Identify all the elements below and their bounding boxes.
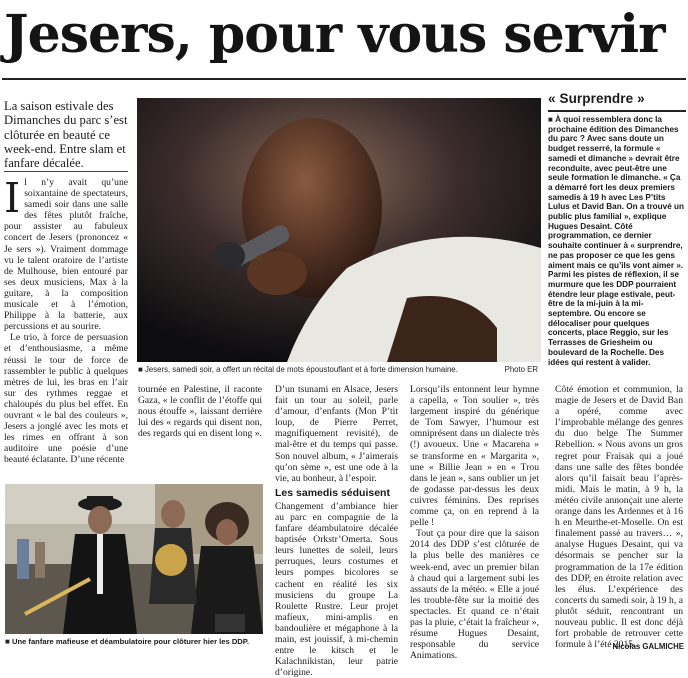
- singer-illustration: [137, 98, 541, 362]
- headline: Jesers, pour vous servir: [4, 4, 665, 65]
- paragraph: Côté émotion et communion, la magie de Jesers et de David Ban a opéré, comme avec l’improbable mélange des genres du duo belge The Summer Rebellion. « Nous avons un gros regret pour Fraisak qui a joué dans une salle des fêtes bondée alors qu’il faisait beau l’après-midi. Mais le matin, à 9 h, la météo civile annonçait une alerte orange dans les Ardennes et à 16 h en Meurthe-et-Moselle. On est finalement passé au travers… », analyse Hugues Desaint, qui va désormais se pencher sur la programmation de la 17e édition des DDP, en étroite relation avec les élus. L’expérience des concerts du samedi soir, à 19 h, a plutôt séduit, rencontrant un nouveau public. Il est donc déjà fort probable de retrouver cette formule à l’été 2015.: [555, 384, 683, 651]
- photo-credit: Photo ER: [504, 365, 538, 374]
- paragraph: Lorsqu’ils entonnent leur hymne a capella, « Ton soulier », très largement inspiré du générique de Tom Sawyer, l’humour est omniprésent dans un dialecte très (!) avoueux. Une « Macarena » se transforme en « Margarita », une « Billie Jean » en « Trou dans le jean », sans oublier un jet de godasse par-dessus les deux cuivres féminins. Des reprises comme ça, on en reprend à la pelle !: [410, 384, 539, 529]
- article-column-3: [275, 384, 398, 678]
- brass-band-photo: [5, 484, 263, 634]
- article-column-2: [138, 384, 262, 439]
- article-column-1: [4, 174, 128, 466]
- paragraph: Changement d’ambiance hier au parc en compagnie de la fanfare déambulatoire décalée baptisée Orkstr’Omerta. Sous leurs lunettes de soleil, leurs perruques, leurs costumes et leurs pompes bicolores se cachent en réalité les six musiciens du groupe La Roulette Rustre. Leur projet mafieux, mini-amplis en bandoulière et mégaphone à la main, est jouissif, à mi-chemin entre le kitsch et le Kalachnikistan, leur patrie d’origine.: [275, 500, 398, 678]
- sidebar-square-icon: ■: [548, 115, 556, 124]
- headline-rule: [2, 78, 686, 80]
- caption-square-icon: ■: [5, 637, 10, 646]
- brass-band-illustration: [5, 484, 263, 634]
- paragraph: tournée en Palestine, il raconte Gaza, « le conflit de l’étoffe qui nous étouffe », laissant derrière lui des « regards qui disent non, des regards qui en disent long ».: [138, 384, 262, 440]
- singer-photo: [137, 98, 541, 362]
- paragraph: Il n’y avait qu’une soixantaine de spectateurs, samedi soir dans une salle des fêtes plutôt fraîche, pour assister au fabuleux concert de Jesers (prononcez « Je sers »). Vraiment dommage vu le talent oratoire de l’artiste de Mulhouse, bien entouré par ses deux musiciens, Max à la guitare, à la composition musicale et à l’émotion, Philippe à la batterie, aux percussions et au sourire.: [4, 174, 128, 333]
- subheading: Les samedis séduisent: [275, 486, 390, 499]
- photo-caption: ■ Jesers, samedi soir, a offert un récital de mots époustouflant et à forte dimension humaine. Photo ER: [138, 365, 538, 374]
- paragraph: Le trio, à force de persuasion et d’enthousiasme, a même réussi le tour de force de rassembler le public à quelques mètres de lui, les bras en l’air sur des rythmes reggae et chaloupés du plus bel effet. En ouvrant « le bal des couleurs », Jesers a jonglé avec les mots et les rimes en offrant à son auditoire une poésie d’une beauté éclatante. D’une récente: [4, 332, 128, 466]
- sidebar-title: « Surprendre »: [548, 91, 645, 106]
- sidebar-body: ■ À quoi ressemblera donc la prochaine édition des Dimanches du parc ? Avec sans doute un budget resserré, la formule « samedi et dimanche » devrait être reconduite, avec peut-être une seule formation le dimanche. « Ça a démarré fort les deux premiers samedis à 19 h avec Les P’tits Lulus et David Ban. On a trouvé un public plus familial », explique Hugues Desaint. Côté programmation, ce dernier souhaite continuer à « surprendre, ne pas proposer ce que les gens aiment mais ce qu’ils vont aimer ». Parmi les pistes de réflexion, il se murmure que les DDP pourraient étendre leur plage estivale, peut-être de la mi-juin à la mi-septembre. Ou encore se délocaliser pour quelques concerts, place Reggio, sur les Terrasses de Griesheim ou boulevard de la Rochelle. Des idées qui restent à valider.: [548, 115, 685, 367]
- lead-paragraph: La saison estivale des Dimanches du parc s’est clôturée en beauté ce week-end. Entre slam et fanfare décalée.: [4, 99, 128, 171]
- sidebar-rule: [548, 110, 686, 112]
- sidebar-box: [548, 91, 686, 365]
- article-column-5: [555, 384, 683, 650]
- author-signature: Nicolas GALMICHE: [612, 642, 684, 651]
- band-photo-caption: ■ Une fanfare mafieuse et déambulatoire pour clôturer hier les DDP.: [5, 637, 249, 646]
- paragraph: Tout ça pour dire que la saison 2014 des DDP s’est clôturée de la plus belle des manières ce week-end, avec un premier bilan à chaud qui a largement subi les assauts de la météo. « Elle a joué les trouble-fête sur la moitié des spectacles. Et quand ce n’était pas la pluie, c’était la fraîcheur », résume Hugues Desaint, responsable du service Animations.: [410, 528, 539, 662]
- caption-square-icon: ■: [138, 365, 143, 374]
- paragraph: D’un tsunami en Alsace, Jesers fait un tour au soleil, parle d’amour, d’enfants (Mon P’tit loup, de Pierre Perret, magnifiquement revisité), de mal-être et du temps qui passe. Son nouvel album, « J’aimerais qu’on sème », est une ode à la vie, au bonheur, à l’espoir.: [275, 384, 398, 484]
- lead-rule: [4, 171, 128, 172]
- drop-cap: I: [4, 174, 21, 222]
- article-column-4: [410, 384, 539, 661]
